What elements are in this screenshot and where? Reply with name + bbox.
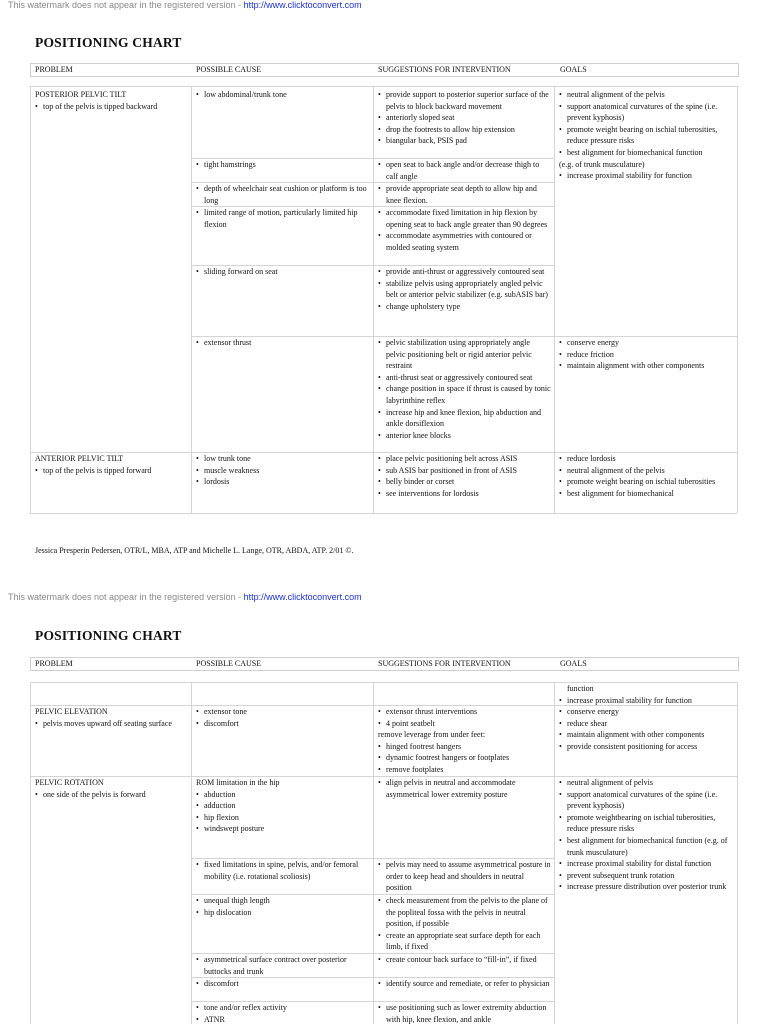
cause-subheading: ROM limitation in the hip (196, 778, 280, 787)
problem-description: • top of the pelvis is tipped forward (35, 465, 187, 477)
list-item: • lordosis (196, 476, 370, 488)
goals-cell (559, 89, 735, 182)
list-item: • promote weight bearing on ischial tuberosities (559, 476, 735, 488)
list-item: • asymmetrical surface contract over posterior buttocks and trunk (196, 954, 370, 977)
problem-posterior-tilt: POSTERIOR PELVIC TILT • top of the pelvis is tipped backward (35, 89, 187, 112)
list-item: • anti-thrust seat or aggressively contoured seat (378, 372, 551, 384)
list-item: • tone and/or reflex activity (196, 1002, 370, 1014)
goals-cell (559, 337, 735, 372)
grid-line (373, 86, 374, 513)
list-item: • anteriorly sloped seat (378, 112, 551, 124)
problem-pelvic-elevation: PELVIC ELEVATION • pelvis moves upward off seating surface (35, 706, 187, 729)
list-item: • limited range of motion, particularly limited hip flexion (196, 207, 372, 230)
cause-cell (196, 777, 370, 835)
list-item: • increase pressure distribution over posterior trunk (559, 881, 735, 893)
goals-continuation: function (567, 684, 594, 693)
grid-line (737, 86, 738, 513)
list-item: • tight hamstrings (196, 159, 370, 171)
list-item: • provide support to posterior superior surface of the pelvis to block backward movement (378, 89, 551, 112)
list-item: • dynamic footrest hangers or footplates (378, 752, 551, 764)
list-item: • place pelvic positioning belt across ASIS (378, 453, 551, 465)
col-problem: PROBLEM (35, 65, 73, 74)
list-item: • unequal thigh length (196, 895, 370, 907)
col-cause: POSSIBLE CAUSE (196, 65, 262, 74)
list-item: • conserve energy (559, 337, 735, 349)
table-header (30, 63, 739, 77)
list-item: • best alignment for biomechanical function (e.g. of trunk musculature) (559, 835, 735, 858)
list-item: • extensor tone (196, 706, 370, 718)
list-item: • provide appropriate seat depth to allow hip and knee flexion. (378, 183, 551, 206)
list-item: • extensor thrust (196, 337, 370, 349)
list-item: • maintain alignment with other components (559, 360, 735, 372)
list-item: • 4 point seatbelt (378, 718, 551, 730)
intervention-cell (378, 159, 551, 182)
list-item: • ATNR (196, 1014, 370, 1025)
list-item: • see interventions for lordosis (378, 488, 551, 500)
cause-cell (196, 337, 370, 349)
list-item: • drop the footrests to allow hip extension (378, 124, 551, 136)
cause-cell (196, 89, 370, 101)
list-item: • change upholstery type (378, 301, 551, 313)
list-item: • low trunk tone (196, 453, 370, 465)
col-interventions: SUGGESTIONS FOR INTERVENTION (378, 659, 511, 668)
grid-line (30, 513, 737, 514)
list-item: • anterior knee blocks (378, 430, 551, 442)
intervention-cell (378, 337, 551, 441)
list-item: • prevent subsequent trunk rotation (559, 870, 735, 882)
grid-line (191, 682, 192, 1024)
list-item: • increase proximal stability for function (559, 170, 735, 182)
list-item: • muscle weakness (196, 465, 370, 477)
goals-continuation: (e.g. of trunk musculature) (559, 159, 645, 169)
list-item: • hip flexion (196, 812, 370, 824)
list-item: • reduce lordosis (559, 453, 735, 465)
list-item: • create contour back surface to “fill-in”, if fixed (378, 954, 551, 966)
cause-cell (196, 859, 370, 882)
list-item: • fixed limitations in spine, pelvis, and/or femoral mobility (i.e. rotational scoliosis) (196, 859, 370, 882)
list-item: • neutral alignment of pelvis (559, 777, 735, 789)
problem-description: • one side of the pelvis is forward (35, 789, 187, 801)
list-item: • adduction (196, 800, 370, 812)
list-item: • increase proximal stability for distal function (559, 858, 735, 870)
list-item: • best alignment for biomechanical function (559, 147, 735, 159)
list-item: • discomfort (196, 978, 370, 990)
grid-line (554, 682, 555, 1024)
list-item: • maintain alignment with other components (559, 729, 735, 741)
list-item: • reduce friction (559, 349, 735, 361)
list-item: • check measurement from the pelvis to the plane of the popliteal fossa with the pelvis in neutral position, if possible (378, 895, 551, 930)
intervention-cell (378, 453, 551, 499)
col-problem: PROBLEM (35, 659, 73, 668)
list-item: • pelvis may need to assume asymmetrical posture in order to keep head and shoulders in neutral position (378, 859, 551, 894)
list-item: • remove footplates (378, 764, 551, 776)
page-title: POSITIONING CHART (35, 628, 182, 643)
intervention-cell (378, 183, 551, 206)
goals-cell (559, 683, 735, 706)
watermark: This watermark does not appear in the registered version - http://www.clicktoconvert.com (8, 592, 362, 602)
col-interventions: SUGGESTIONS FOR INTERVENTION (378, 65, 511, 74)
problem-anterior-tilt: ANTERIOR PELVIC TILT • top of the pelvis is tipped forward (35, 453, 187, 476)
page-title: POSITIONING CHART (35, 35, 182, 50)
problem-pelvic-rotation: PELVIC ROTATION • one side of the pelvis is forward (35, 777, 187, 800)
cause-cell (196, 706, 370, 729)
intervention-cell (378, 777, 551, 800)
intervention-cell (378, 207, 551, 253)
grid-line (737, 682, 738, 1024)
list-item: • sliding forward on seat (196, 266, 370, 278)
list-item: • support anatomical curvatures of the spine (i.e. prevent kyphosis) (559, 789, 735, 812)
goals-cell (559, 453, 735, 499)
list-item: • use positioning such as lower extremity abduction with hip, knee flexion, and ankle (378, 1002, 551, 1025)
intervention-cell (378, 266, 551, 312)
grid-line (30, 682, 31, 1024)
intervention-cell (378, 978, 551, 990)
list-item: • increase hip and knee flexion, hip abduction and ankle dorsiflexion (378, 407, 551, 430)
list-item: • stabilize pelvis using appropriately angled pelvic belt or anterior pelvic stabilizer (e.g. subASIS bar) (378, 278, 551, 301)
list-item: • best alignment for biomechanical (559, 488, 735, 500)
intervention-cell (378, 859, 551, 894)
col-goals: GOALS (560, 65, 587, 74)
intervention-cell (378, 895, 551, 953)
list-item: • support anatomical curvatures of the spine (i.e. prevent kyphosis) (559, 101, 735, 124)
list-item: • depth of wheelchair seat cushion or platform is too long (196, 183, 370, 206)
list-item: • provide consistent positioning for access (559, 741, 735, 753)
cause-cell (196, 207, 372, 230)
list-item: • biangular back, PSIS pad (378, 135, 551, 147)
grid-line (30, 86, 737, 87)
list-item: • extensor thrust interventions (378, 706, 551, 718)
list-item: • promote weight bearing on ischial tuberosities, reduce pressure risks (559, 124, 735, 147)
list-item: • open seat to back angle and/or decrease thigh to calf angle (378, 159, 551, 182)
cause-cell (196, 453, 370, 488)
list-item: • promote weightbearing on ischial tuberosities, reduce pressure risks (559, 812, 735, 835)
problem-description: • pelvis moves upward off seating surface (35, 718, 187, 730)
list-item: • create an appropriate seat surface depth for each limb, if fixed (378, 930, 551, 953)
intervention-cell (378, 1002, 551, 1025)
intervention-cell (378, 89, 551, 147)
list-item: • increase proximal stability for function (559, 695, 735, 707)
list-item: • neutral alignment of the pelvis (559, 89, 735, 101)
cause-cell (196, 159, 370, 171)
problem-description: • top of the pelvis is tipped backward (35, 101, 187, 113)
list-item: • hip dislocation (196, 907, 370, 919)
list-item: • belly binder or corset (378, 476, 551, 488)
grid-line (554, 86, 555, 513)
list-item: • low abdominal/trunk tone (196, 89, 370, 101)
cause-cell (196, 895, 370, 918)
watermark-link[interactable]: http://www.clicktoconvert.com (243, 0, 362, 10)
goals-cell (559, 777, 735, 893)
list-item: • discomfort (196, 718, 370, 730)
table-header (30, 657, 739, 671)
list-item: • conserve energy (559, 706, 735, 718)
list-item: • accommodate fixed limitation in hip flexion by opening seat to back angle greater than 90 degrees (378, 207, 551, 230)
cause-cell (196, 183, 370, 206)
list-item: • identify source and remediate, or refer to physician (378, 978, 551, 990)
intervention-cell (378, 954, 551, 966)
col-goals: GOALS (560, 659, 587, 668)
grid-line (373, 682, 374, 1024)
credit-line: Jessica Presperin Pedersen, OTR/L, MBA, ATP and Michelle L. Lange, OTR, ABDA, ATP. 2/01 ©. (35, 546, 354, 555)
list-item: • abduction (196, 789, 370, 801)
intervention-subheading: remove leverage from under feet: (378, 730, 486, 740)
watermark: This watermark does not appear in the registered version - http://www.clicktoconvert.com (8, 0, 362, 10)
list-item: • pelvic stabilization using appropriately angle pelvic positioning belt or rigid anterior pelvic restraint (378, 337, 551, 372)
list-item: • provide anti-thrust or aggressively contoured seat (378, 266, 551, 278)
grid-line (30, 86, 31, 513)
list-item: • accommodate asymmetries with contoured or molded seating system (378, 230, 551, 253)
list-item: • reduce shear (559, 718, 735, 730)
cause-cell (196, 978, 370, 990)
list-item: • windswept posture (196, 823, 370, 835)
list-item: • align pelvis in neutral and accommodate asymmetrical lower extremity posture (378, 777, 551, 800)
list-item: • sub ASIS bar positioned in front of ASIS (378, 465, 551, 477)
intervention-cell (378, 706, 551, 776)
watermark-link[interactable]: http://www.clicktoconvert.com (243, 592, 362, 602)
cause-cell (196, 1002, 370, 1025)
cause-cell (196, 266, 370, 278)
list-item: • change position in space if thrust is caused by tonic labyrinthine reflex (378, 383, 551, 406)
goals-cell (559, 706, 735, 752)
cause-cell (196, 954, 370, 977)
grid-line (191, 86, 192, 513)
list-item: • hinged footrest hangers (378, 741, 551, 753)
list-item: • neutral alignment of the pelvis (559, 465, 735, 477)
col-cause: POSSIBLE CAUSE (196, 659, 262, 668)
